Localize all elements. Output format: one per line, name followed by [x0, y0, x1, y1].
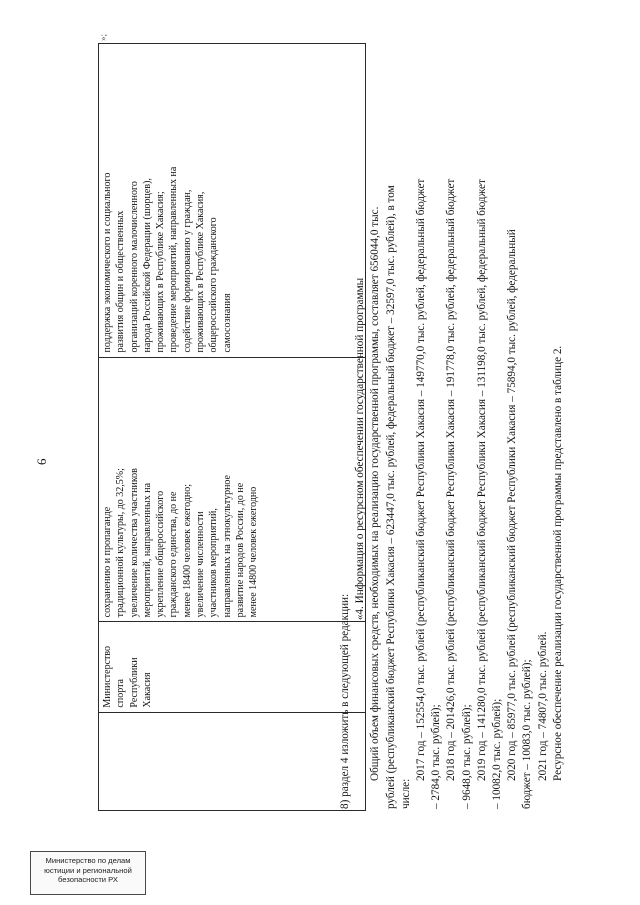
year-line: бюджет – 10083,0 тыс. рублей);: [521, 659, 534, 809]
year-line: 2020 год – 85977,0 тыс. рублей (республиканский бюджет Республики Хакасия – 75894,0 тыс. рублей, федеральный: [506, 229, 519, 781]
year-line: – 9648,0 тыс. рублей);: [460, 704, 473, 809]
task-line: развития общин и общественных: [115, 210, 127, 353]
result-line: гражданского единства, до не: [168, 491, 180, 618]
result-line: укрепление общероссийского: [155, 490, 167, 618]
year-line: 2018 год – 201426,0 тыс. рублей (республиканский бюджет Республики Хакасия – 191778,0 тыс. рублей, федеральный бюджет: [445, 178, 458, 781]
task-line: проживающих в Республике Хакасия;: [155, 191, 167, 353]
result-line: увеличение количества участников: [128, 468, 140, 618]
year-line: 2019 год – 141280,0 тыс. рублей (республиканский бюджет Республики Хакасия – 131198,0 тыс. рублей, федеральный бюджет: [475, 179, 488, 781]
result-line: менее 18400 человек ежегодно;: [181, 483, 193, 618]
task-line: содействие формированию у граждан,: [181, 189, 193, 353]
result-line: развитие народов России, до не: [234, 482, 246, 618]
task-line: организаций коренного малочисленного: [128, 181, 140, 353]
result-line: участников мероприятий,: [208, 508, 220, 618]
program-table: [98, 43, 366, 811]
page-number: 6: [34, 458, 49, 465]
edge-mark: »;: [98, 33, 108, 41]
year-line: 2017 год – 152554,0 тыс. рублей (республиканский бюджет Республики Хакасия – 149770,0 тыс. рублей, федеральный бюджет: [415, 178, 428, 781]
task-line: самосознания: [221, 293, 233, 353]
year-line: – 10082,0 тыс. рублей);: [491, 698, 504, 809]
task-line: проведение мероприятий, направленных на: [168, 166, 180, 353]
task-line: народа Российской Федерации (шорцев),: [141, 178, 153, 353]
document-body: [338, 29, 566, 809]
task-line: поддержка экономического и социального: [102, 172, 113, 353]
paragraph-line: числе:: [399, 778, 412, 809]
org-line: Министерство: [102, 645, 113, 708]
section-title: «4. Информация о ресурсном обеспечении государственной программы: [354, 277, 367, 621]
result-line: направленных на этнокультурное: [221, 475, 233, 618]
paragraph-line: Общий объем финансовых средств, необходимых на реализацию государственной программы, составляет 656044,0 тыс.: [369, 206, 382, 781]
paragraph-line: рублей (республиканский бюджет Республики Хакасия – 623447,0 тыс. рублей, федеральный бюджет – 32597,0 тыс. рублей), в том: [384, 185, 397, 809]
result-line: увеличение численности: [195, 511, 207, 618]
result-line: менее 14800 человек ежегодно: [248, 486, 260, 618]
result-line: сохранению и пропаганде: [102, 506, 113, 618]
closing-line: Ресурсное обеспечение реализации государственной программы представлено в таблице 2.: [551, 345, 564, 781]
stamp-line: Министерство по делам: [45, 856, 131, 865]
task-line: проживающих в Республике Хакасия,: [195, 191, 207, 353]
table-row: [99, 44, 366, 811]
result-line: традиционной культуры, до 32,5%;: [115, 468, 127, 618]
result-line: мероприятий, направленных на: [141, 482, 153, 618]
org-line: спорта: [115, 679, 127, 708]
task-line: общероссийского гражданского: [208, 217, 220, 353]
year-line: – 2784,0 тыс. рублей);: [430, 704, 443, 809]
table-cell-empty: [99, 712, 366, 810]
org-line: Хакасия: [141, 672, 153, 708]
stamp-line: безопасности РХ: [58, 875, 118, 885]
table-cell-results: [99, 357, 366, 622]
stamp-line: юстиции и региональной: [44, 865, 132, 875]
table-cell-tasks: [99, 44, 366, 358]
registration-stamp: [30, 851, 146, 895]
table-cell-organization: [99, 622, 366, 712]
section-intro: 8) раздел 4 изложить в следующей редакции:: [339, 593, 351, 809]
year-line: 2021 год – 74807,0 тыс. рублей.: [536, 631, 549, 781]
org-line: Республики: [128, 657, 140, 708]
